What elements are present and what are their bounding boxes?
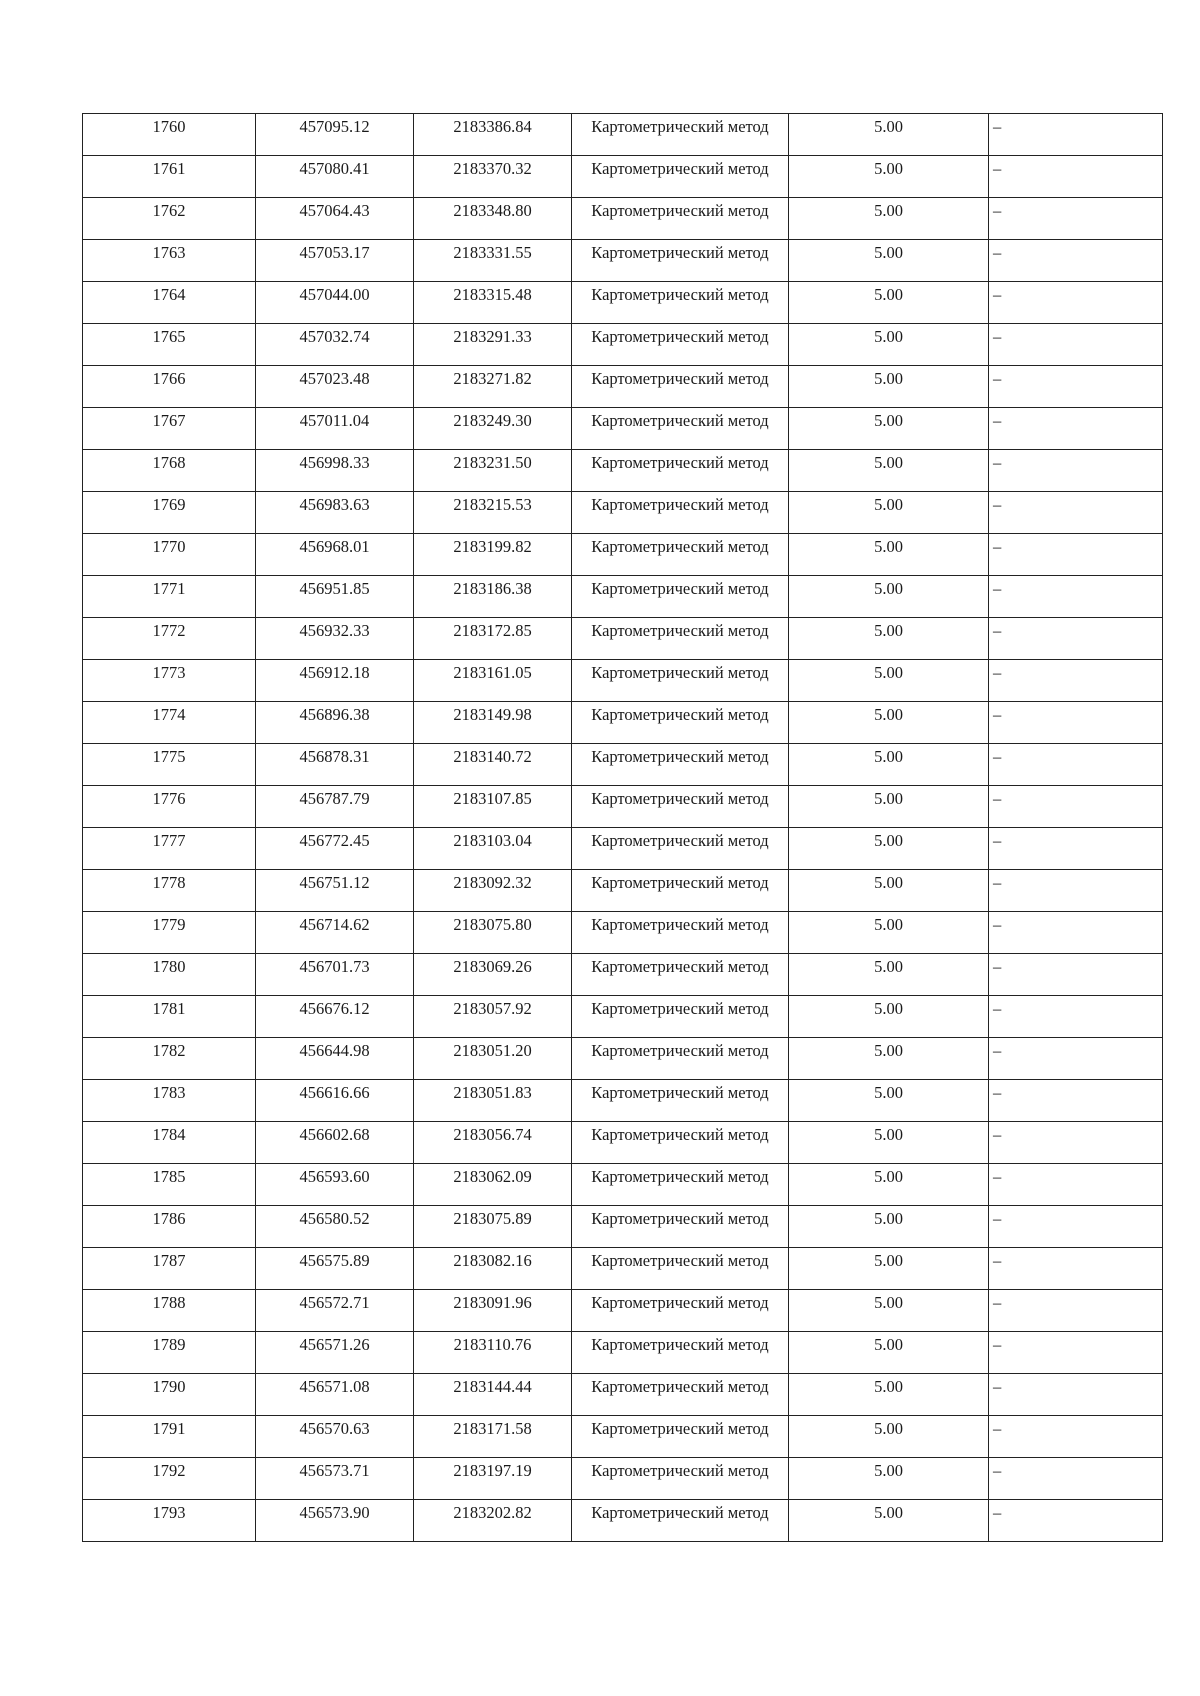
table-row [83, 828, 1163, 870]
y-coordinate-cell: 2183186.38 [414, 576, 572, 618]
point-number-cell: 1775 [83, 744, 256, 786]
x-coordinate-cell: 456593.60 [256, 1164, 414, 1206]
point-number-cell: 1766 [83, 366, 256, 408]
x-coordinate-cell: 456951.85 [256, 576, 414, 618]
y-coordinate-cell: 2183082.16 [414, 1248, 572, 1290]
accuracy-cell: 5.00 [789, 1122, 989, 1164]
y-coordinate-cell: 2183062.09 [414, 1164, 572, 1206]
table-row [83, 1290, 1163, 1332]
y-coordinate-cell: 2183110.76 [414, 1332, 572, 1374]
point-number-cell: 1783 [83, 1080, 256, 1122]
point-number-cell: 1764 [83, 282, 256, 324]
point-number-cell: 1786 [83, 1206, 256, 1248]
point-number-cell: 1768 [83, 450, 256, 492]
point-number-cell: 1781 [83, 996, 256, 1038]
method-cell: Картометрический метод [572, 618, 789, 660]
point-number-cell: 1761 [83, 156, 256, 198]
x-coordinate-cell: 456878.31 [256, 744, 414, 786]
point-number-cell: 1772 [83, 618, 256, 660]
point-number-cell: 1780 [83, 954, 256, 996]
accuracy-cell: 5.00 [789, 114, 989, 156]
point-number-cell: 1784 [83, 1122, 256, 1164]
description-cell: – [989, 1374, 1163, 1416]
y-coordinate-cell: 2183231.50 [414, 450, 572, 492]
table-row [83, 1500, 1163, 1542]
table-row [83, 996, 1163, 1038]
accuracy-cell: 5.00 [789, 1248, 989, 1290]
table-row [83, 1122, 1163, 1164]
table-row [83, 198, 1163, 240]
y-coordinate-cell: 2183249.30 [414, 408, 572, 450]
description-cell: – [989, 1122, 1163, 1164]
point-number-cell: 1790 [83, 1374, 256, 1416]
description-cell: – [989, 912, 1163, 954]
y-coordinate-cell: 2183057.92 [414, 996, 572, 1038]
x-coordinate-cell: 456571.08 [256, 1374, 414, 1416]
description-cell: – [989, 954, 1163, 996]
x-coordinate-cell: 456602.68 [256, 1122, 414, 1164]
accuracy-cell: 5.00 [789, 492, 989, 534]
method-cell: Картометрический метод [572, 408, 789, 450]
table-row [83, 240, 1163, 282]
description-cell: – [989, 870, 1163, 912]
accuracy-cell: 5.00 [789, 534, 989, 576]
point-number-cell: 1769 [83, 492, 256, 534]
y-coordinate-cell: 2183348.80 [414, 198, 572, 240]
description-cell: – [989, 366, 1163, 408]
description-cell: – [989, 1080, 1163, 1122]
point-number-cell: 1779 [83, 912, 256, 954]
table-row [83, 660, 1163, 702]
method-cell: Картометрический метод [572, 1038, 789, 1080]
table-row [83, 450, 1163, 492]
y-coordinate-cell: 2183069.26 [414, 954, 572, 996]
x-coordinate-cell: 457095.12 [256, 114, 414, 156]
accuracy-cell: 5.00 [789, 660, 989, 702]
method-cell: Картометрический метод [572, 198, 789, 240]
accuracy-cell: 5.00 [789, 1290, 989, 1332]
x-coordinate-cell: 457064.43 [256, 198, 414, 240]
table-row [83, 534, 1163, 576]
method-cell: Картометрический метод [572, 870, 789, 912]
x-coordinate-cell: 457044.00 [256, 282, 414, 324]
table-row [83, 870, 1163, 912]
method-cell: Картометрический метод [572, 996, 789, 1038]
method-cell: Картометрический метод [572, 534, 789, 576]
description-cell: – [989, 576, 1163, 618]
point-number-cell: 1776 [83, 786, 256, 828]
method-cell: Картометрический метод [572, 324, 789, 366]
method-cell: Картометрический метод [572, 576, 789, 618]
table-row [83, 1248, 1163, 1290]
accuracy-cell: 5.00 [789, 1332, 989, 1374]
point-number-cell: 1760 [83, 114, 256, 156]
point-number-cell: 1777 [83, 828, 256, 870]
description-cell: – [989, 1038, 1163, 1080]
description-cell: – [989, 1332, 1163, 1374]
point-number-cell: 1785 [83, 1164, 256, 1206]
accuracy-cell: 5.00 [789, 1164, 989, 1206]
description-cell: – [989, 618, 1163, 660]
point-number-cell: 1782 [83, 1038, 256, 1080]
y-coordinate-cell: 2183051.83 [414, 1080, 572, 1122]
method-cell: Картометрический метод [572, 1416, 789, 1458]
point-number-cell: 1762 [83, 198, 256, 240]
x-coordinate-cell: 457080.41 [256, 156, 414, 198]
method-cell: Картометрический метод [572, 1332, 789, 1374]
x-coordinate-cell: 456896.38 [256, 702, 414, 744]
accuracy-cell: 5.00 [789, 828, 989, 870]
y-coordinate-cell: 2183075.80 [414, 912, 572, 954]
x-coordinate-cell: 456572.71 [256, 1290, 414, 1332]
accuracy-cell: 5.00 [789, 1038, 989, 1080]
description-cell: – [989, 786, 1163, 828]
point-number-cell: 1791 [83, 1416, 256, 1458]
x-coordinate-cell: 456570.63 [256, 1416, 414, 1458]
description-cell: – [989, 1206, 1163, 1248]
point-number-cell: 1778 [83, 870, 256, 912]
method-cell: Картометрический метод [572, 660, 789, 702]
table-row [83, 912, 1163, 954]
method-cell: Картометрический метод [572, 1248, 789, 1290]
y-coordinate-cell: 2183271.82 [414, 366, 572, 408]
table-row [83, 786, 1163, 828]
y-coordinate-cell: 2183144.44 [414, 1374, 572, 1416]
accuracy-cell: 5.00 [789, 450, 989, 492]
description-cell: – [989, 660, 1163, 702]
method-cell: Картометрический метод [572, 366, 789, 408]
method-cell: Картометрический метод [572, 450, 789, 492]
table-row [83, 1164, 1163, 1206]
table-row [83, 1374, 1163, 1416]
accuracy-cell: 5.00 [789, 870, 989, 912]
description-cell: – [989, 1164, 1163, 1206]
accuracy-cell: 5.00 [789, 786, 989, 828]
point-number-cell: 1767 [83, 408, 256, 450]
y-coordinate-cell: 2183092.32 [414, 870, 572, 912]
x-coordinate-cell: 456571.26 [256, 1332, 414, 1374]
description-cell: – [989, 282, 1163, 324]
table-row [83, 282, 1163, 324]
point-number-cell: 1787 [83, 1248, 256, 1290]
description-cell: – [989, 156, 1163, 198]
description-cell: – [989, 324, 1163, 366]
description-cell: – [989, 702, 1163, 744]
point-number-cell: 1770 [83, 534, 256, 576]
description-cell: – [989, 492, 1163, 534]
x-coordinate-cell: 456644.98 [256, 1038, 414, 1080]
method-cell: Картометрический метод [572, 282, 789, 324]
x-coordinate-cell: 456573.71 [256, 1458, 414, 1500]
method-cell: Картометрический метод [572, 954, 789, 996]
y-coordinate-cell: 2183051.20 [414, 1038, 572, 1080]
description-cell: – [989, 1500, 1163, 1542]
accuracy-cell: 5.00 [789, 912, 989, 954]
x-coordinate-cell: 457023.48 [256, 366, 414, 408]
accuracy-cell: 5.00 [789, 1206, 989, 1248]
y-coordinate-cell: 2183056.74 [414, 1122, 572, 1164]
coordinates-table-body [83, 114, 1163, 1542]
y-coordinate-cell: 2183075.89 [414, 1206, 572, 1248]
method-cell: Картометрический метод [572, 1080, 789, 1122]
accuracy-cell: 5.00 [789, 702, 989, 744]
x-coordinate-cell: 457032.74 [256, 324, 414, 366]
description-cell: – [989, 114, 1163, 156]
method-cell: Картометрический метод [572, 702, 789, 744]
description-cell: – [989, 198, 1163, 240]
x-coordinate-cell: 456998.33 [256, 450, 414, 492]
x-coordinate-cell: 457053.17 [256, 240, 414, 282]
method-cell: Картометрический метод [572, 912, 789, 954]
y-coordinate-cell: 2183103.04 [414, 828, 572, 870]
y-coordinate-cell: 2183161.05 [414, 660, 572, 702]
accuracy-cell: 5.00 [789, 282, 989, 324]
table-row [83, 702, 1163, 744]
table-row [83, 324, 1163, 366]
accuracy-cell: 5.00 [789, 324, 989, 366]
table-row [83, 1458, 1163, 1500]
table-row [83, 1416, 1163, 1458]
table-row [83, 1206, 1163, 1248]
y-coordinate-cell: 2183199.82 [414, 534, 572, 576]
x-coordinate-cell: 456751.12 [256, 870, 414, 912]
point-number-cell: 1793 [83, 1500, 256, 1542]
accuracy-cell: 5.00 [789, 408, 989, 450]
x-coordinate-cell: 456932.33 [256, 618, 414, 660]
x-coordinate-cell: 456787.79 [256, 786, 414, 828]
accuracy-cell: 5.00 [789, 954, 989, 996]
point-number-cell: 1765 [83, 324, 256, 366]
accuracy-cell: 5.00 [789, 996, 989, 1038]
table-row [83, 1332, 1163, 1374]
y-coordinate-cell: 2183202.82 [414, 1500, 572, 1542]
table-row [83, 114, 1163, 156]
method-cell: Картометрический метод [572, 492, 789, 534]
method-cell: Картометрический метод [572, 744, 789, 786]
table-row [83, 618, 1163, 660]
description-cell: – [989, 450, 1163, 492]
accuracy-cell: 5.00 [789, 576, 989, 618]
method-cell: Картометрический метод [572, 156, 789, 198]
x-coordinate-cell: 457011.04 [256, 408, 414, 450]
table-row [83, 366, 1163, 408]
x-coordinate-cell: 456575.89 [256, 1248, 414, 1290]
table-row [83, 492, 1163, 534]
accuracy-cell: 5.00 [789, 618, 989, 660]
method-cell: Картометрический метод [572, 240, 789, 282]
x-coordinate-cell: 456912.18 [256, 660, 414, 702]
x-coordinate-cell: 456714.62 [256, 912, 414, 954]
point-number-cell: 1774 [83, 702, 256, 744]
point-number-cell: 1763 [83, 240, 256, 282]
x-coordinate-cell: 456772.45 [256, 828, 414, 870]
table-row [83, 408, 1163, 450]
y-coordinate-cell: 2183197.19 [414, 1458, 572, 1500]
y-coordinate-cell: 2183172.85 [414, 618, 572, 660]
method-cell: Картометрический метод [572, 1374, 789, 1416]
method-cell: Картометрический метод [572, 1500, 789, 1542]
y-coordinate-cell: 2183149.98 [414, 702, 572, 744]
x-coordinate-cell: 456676.12 [256, 996, 414, 1038]
description-cell: – [989, 744, 1163, 786]
point-number-cell: 1773 [83, 660, 256, 702]
y-coordinate-cell: 2183291.33 [414, 324, 572, 366]
method-cell: Картометрический метод [572, 1290, 789, 1332]
x-coordinate-cell: 456573.90 [256, 1500, 414, 1542]
y-coordinate-cell: 2183107.85 [414, 786, 572, 828]
y-coordinate-cell: 2183386.84 [414, 114, 572, 156]
coordinates-table [82, 113, 1163, 1542]
method-cell: Картометрический метод [572, 828, 789, 870]
table-row [83, 1038, 1163, 1080]
description-cell: – [989, 996, 1163, 1038]
method-cell: Картометрический метод [572, 114, 789, 156]
x-coordinate-cell: 456983.63 [256, 492, 414, 534]
method-cell: Картометрический метод [572, 1164, 789, 1206]
method-cell: Картометрический метод [572, 786, 789, 828]
point-number-cell: 1788 [83, 1290, 256, 1332]
accuracy-cell: 5.00 [789, 366, 989, 408]
accuracy-cell: 5.00 [789, 198, 989, 240]
table-row [83, 744, 1163, 786]
y-coordinate-cell: 2183215.53 [414, 492, 572, 534]
document-page [82, 113, 1162, 1542]
table-row [83, 954, 1163, 996]
description-cell: – [989, 1248, 1163, 1290]
y-coordinate-cell: 2183140.72 [414, 744, 572, 786]
accuracy-cell: 5.00 [789, 1080, 989, 1122]
description-cell: – [989, 534, 1163, 576]
table-row [83, 1080, 1163, 1122]
accuracy-cell: 5.00 [789, 240, 989, 282]
method-cell: Картометрический метод [572, 1206, 789, 1248]
accuracy-cell: 5.00 [789, 1374, 989, 1416]
accuracy-cell: 5.00 [789, 744, 989, 786]
y-coordinate-cell: 2183331.55 [414, 240, 572, 282]
point-number-cell: 1792 [83, 1458, 256, 1500]
x-coordinate-cell: 456580.52 [256, 1206, 414, 1248]
x-coordinate-cell: 456616.66 [256, 1080, 414, 1122]
accuracy-cell: 5.00 [789, 1458, 989, 1500]
description-cell: – [989, 240, 1163, 282]
description-cell: – [989, 1416, 1163, 1458]
description-cell: – [989, 828, 1163, 870]
x-coordinate-cell: 456701.73 [256, 954, 414, 996]
accuracy-cell: 5.00 [789, 156, 989, 198]
table-row [83, 576, 1163, 618]
description-cell: – [989, 1458, 1163, 1500]
y-coordinate-cell: 2183091.96 [414, 1290, 572, 1332]
accuracy-cell: 5.00 [789, 1500, 989, 1542]
method-cell: Картометрический метод [572, 1458, 789, 1500]
description-cell: – [989, 1290, 1163, 1332]
description-cell: – [989, 408, 1163, 450]
y-coordinate-cell: 2183370.32 [414, 156, 572, 198]
method-cell: Картометрический метод [572, 1122, 789, 1164]
accuracy-cell: 5.00 [789, 1416, 989, 1458]
table-row [83, 156, 1163, 198]
point-number-cell: 1771 [83, 576, 256, 618]
y-coordinate-cell: 2183171.58 [414, 1416, 572, 1458]
x-coordinate-cell: 456968.01 [256, 534, 414, 576]
y-coordinate-cell: 2183315.48 [414, 282, 572, 324]
point-number-cell: 1789 [83, 1332, 256, 1374]
